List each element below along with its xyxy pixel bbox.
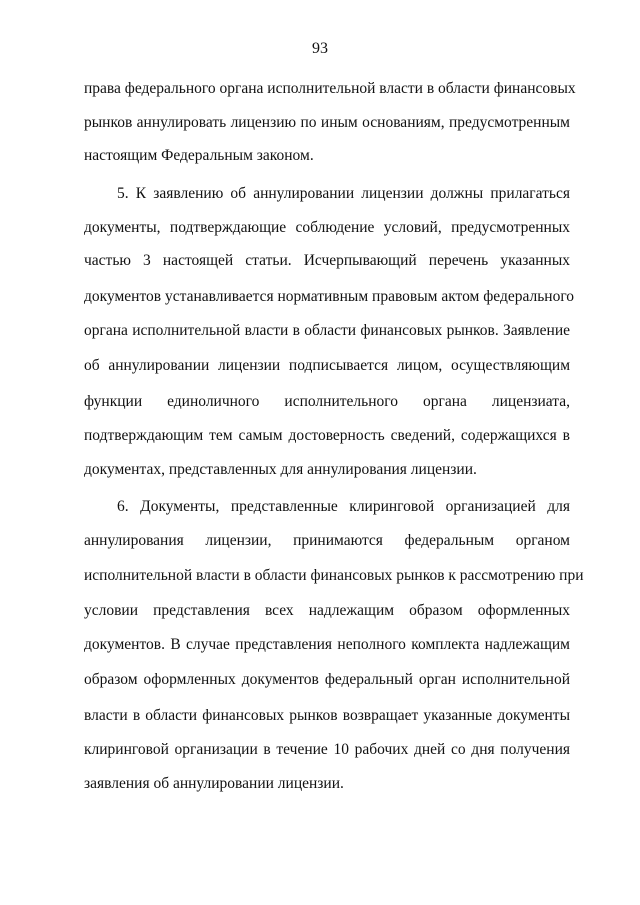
text-line: об аннулировании лицензии подписывается лицом, осуществляющим — [84, 357, 570, 374]
page-number: 93 — [312, 40, 328, 57]
text-line: исполнительной власти в области финансовых рынков к рассмотрению при — [84, 567, 584, 584]
text-line: рынков аннулировать лицензию по иным основаниям, предусмотренным — [84, 114, 570, 131]
text-line: 6. Документы, представленные клиринговой организацией для — [117, 498, 570, 515]
text-line: документов. В случае представления неполного комплекта надлежащим — [84, 636, 570, 653]
text-line: органа исполнительной власти в области финансовых рынков. Заявление — [84, 322, 570, 339]
text-line: образом оформленных документов федеральный орган исполнительной — [84, 671, 570, 688]
text-line: власти в области финансовых рынков возвращает указанные документы — [84, 707, 570, 724]
text-line: подтверждающим тем самым достоверность сведений, содержащихся в — [84, 427, 570, 444]
text-line: клиринговой организации в течение 10 рабочих дней со дня получения — [84, 741, 570, 758]
text-line: условии представления всех надлежащим образом оформленных — [84, 602, 570, 619]
text-line: права федерального органа исполнительной власти в области финансовых — [84, 80, 576, 97]
text-line: заявления об аннулировании лицензии. — [84, 775, 344, 792]
text-line: документах, представленных для аннулирования лицензии. — [84, 461, 477, 478]
text-line: документы, подтверждающие соблюдение условий, предусмотренных — [84, 219, 570, 236]
text-line: аннулирования лицензии, принимаются федеральным органом — [84, 532, 570, 549]
text-line: 5. К заявлению об аннулировании лицензии должны прилагаться — [117, 185, 570, 202]
text-line: документов устанавливается нормативным правовым актом федерального — [84, 288, 575, 305]
text-line: частью 3 настоящей статьи. Исчерпывающий перечень указанных — [84, 252, 570, 269]
text-line: настоящим Федеральным законом. — [84, 147, 314, 164]
text-line: функции единоличного исполнительного органа лицензиата, — [84, 393, 570, 410]
